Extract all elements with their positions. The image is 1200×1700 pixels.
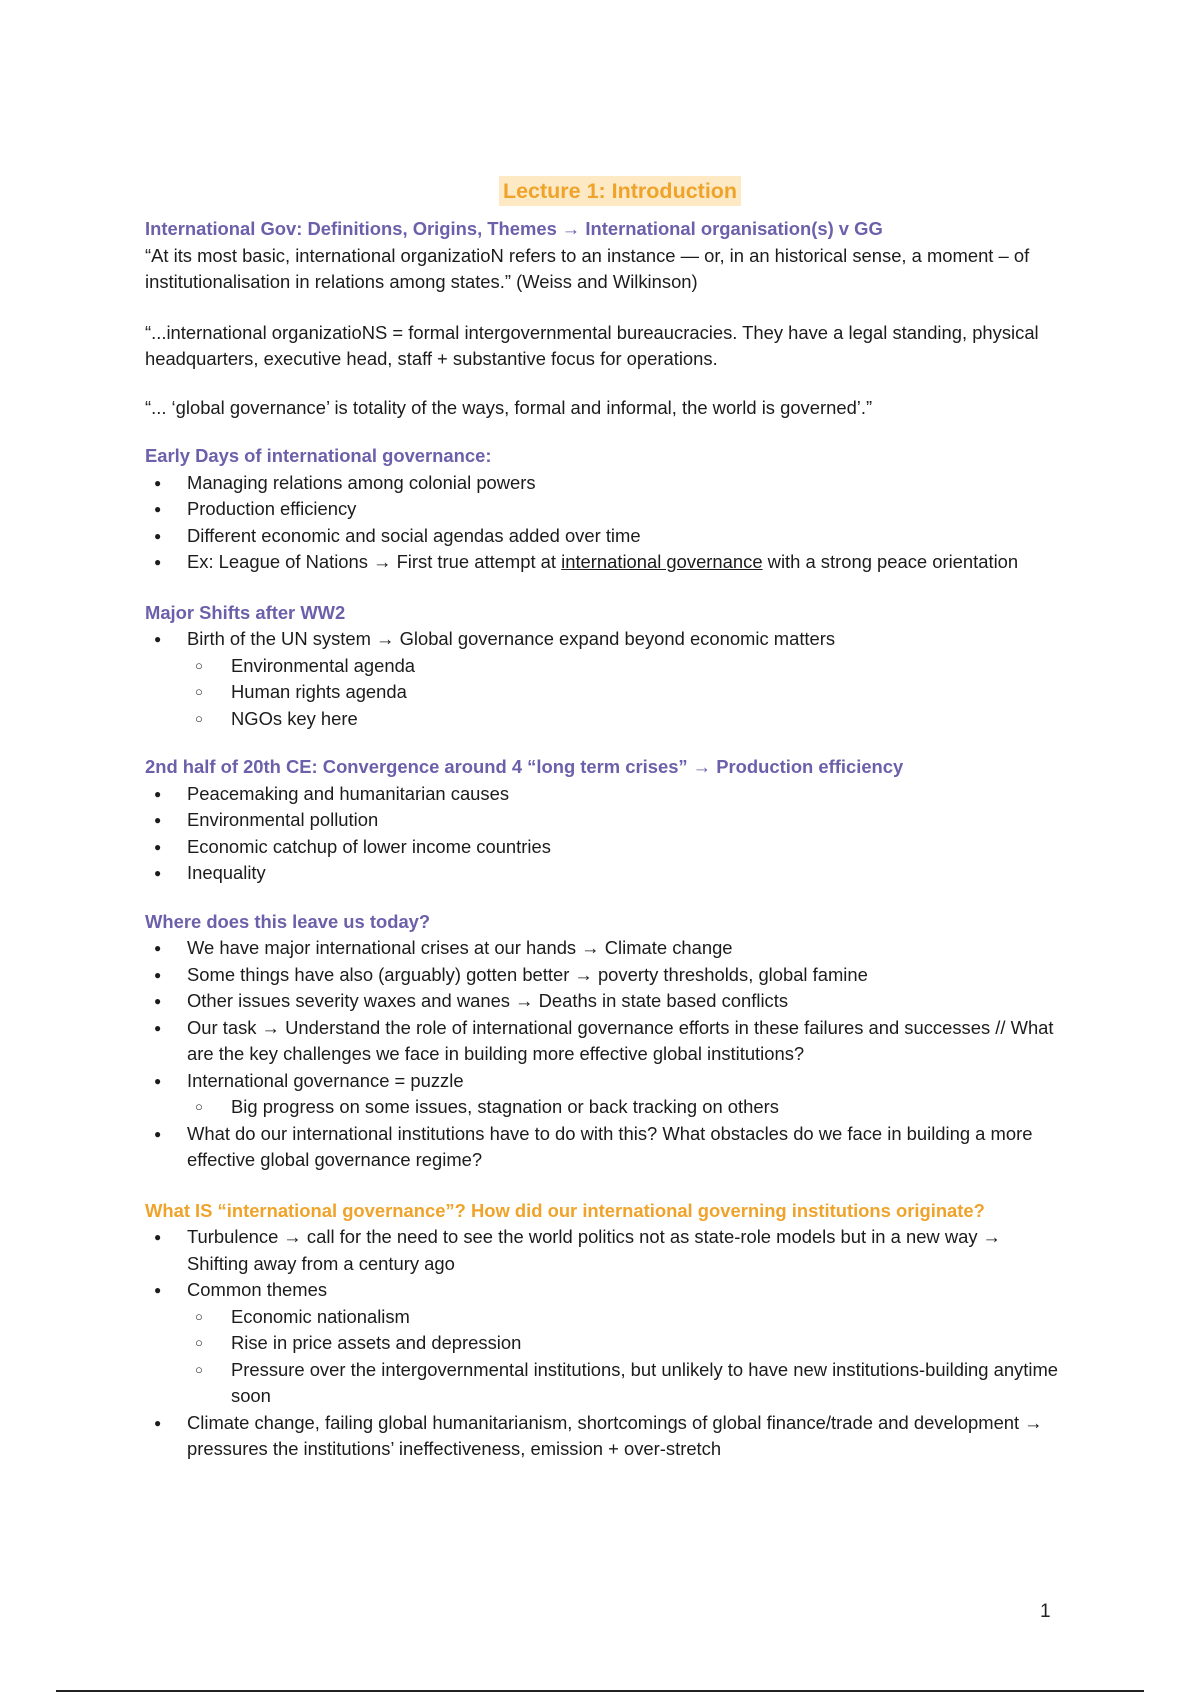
major-shifts-list [145, 626, 1065, 653]
sub-list-item: ○ Environmental agenda [145, 653, 1065, 680]
list-item: ● Some things have also (arguably) gotten better → poverty thresholds, global famine [145, 962, 1065, 989]
sub-list-item: ○ Pressure over the intergovernmental institutions, but unlikely to have new institutions-building anytime soon [145, 1357, 1065, 1410]
quote-organizations: “...international organizatioNS = formal intergovernmental bureaucracies. They have a legal standing, physical headquarters, executive head, staff + substantive focus for operations. [145, 321, 1039, 369]
page-number: 1 [1040, 1601, 1051, 1622]
list-item: ● Other issues severity waxes and wanes → Deaths in state based conflicts [145, 988, 1065, 1015]
list-item: ● Production efficiency [145, 496, 1065, 523]
quote-weiss-wilkinson: “At its most basic, international organizatioN refers to an instance — or, in an historical sense, a moment – of institutionalisation in relations among states.” (Weiss and Wilkinson) [145, 244, 1030, 292]
underlined-term: international governance [561, 551, 763, 572]
league-text-post: with a strong peace orientation [762, 551, 1019, 572]
page-title: Lecture 1: Introduction [499, 176, 741, 206]
list-item: ● Different economic and social agendas added over time [145, 523, 1065, 550]
document-page [145, 176, 1065, 1463]
major-shifts-sublist [145, 653, 1065, 733]
today-list [145, 935, 1065, 1094]
list-item: ● We have major international crises at our hands → Climate change [145, 935, 1065, 962]
list-item: ● What do our international institutions have to do with this? What obstacles do we face in building a more effective global governance regime? [145, 1121, 1065, 1174]
section-heading-second-half: 2nd half of 20th CE: Convergence around 4 “long term crises” → Production efficiency [145, 756, 904, 777]
section-heading-today: Where does this leave us today? [145, 910, 431, 932]
list-item: ● International governance = puzzle [145, 1068, 1065, 1095]
list-item: ● Climate change, failing global humanitarianism, shortcomings of global finance/trade and development → pressures the institutions’ ineffectiveness, emission + over-stretch [145, 1410, 1065, 1463]
list-item: ● Economic catchup of lower income countries [145, 834, 1065, 861]
list-item: ● Our task → Understand the role of international governance efforts in these failures and successes // What are the key challenges we face in building more effective global institutions? [145, 1015, 1065, 1068]
list-item: ● Inequality [145, 860, 1065, 887]
today-list-end [145, 1121, 1065, 1174]
today-sublist [145, 1094, 1065, 1121]
what-is-list [145, 1224, 1065, 1304]
list-item: ● Common themes [145, 1277, 1065, 1304]
list-item: ● Peacemaking and humanitarian causes [145, 781, 1065, 808]
crises-list [145, 781, 1065, 887]
section-heading-definitions: International Gov: Definitions, Origins, Themes → International organisation(s) v GG [145, 218, 883, 239]
list-item [145, 549, 1065, 576]
sub-list-item: ○ Big progress on some issues, stagnation or back tracking on others [145, 1094, 1065, 1121]
section-heading-major-shifts: Major Shifts after WW2 [145, 601, 346, 623]
sub-list-item: ○ Rise in price assets and depression [145, 1330, 1065, 1357]
list-item: ● Managing relations among colonial powers [145, 470, 1065, 497]
sub-list-item: ○ NGOs key here [145, 706, 1065, 733]
section-heading-early-days: Early Days of international governance: [145, 445, 492, 466]
sub-list-item: ○ Human rights agenda [145, 679, 1065, 706]
league-text-pre: Ex: League of Nations → First true attempt at [187, 551, 562, 572]
what-is-list-end [145, 1410, 1065, 1463]
early-days-list [145, 470, 1065, 576]
list-item: ● Birth of the UN system → Global governance expand beyond economic matters [145, 626, 1065, 653]
page-bottom-rule [56, 1690, 1144, 1692]
section-heading-what-is: What IS “international governance”? How did our international governing institutions originate? [145, 1199, 985, 1221]
sub-list-item: ○ Economic nationalism [145, 1304, 1065, 1331]
common-themes-sublist [145, 1304, 1065, 1410]
quote-global-governance: “... ‘global governance’ is totality of the ways, formal and informal, the world is governed’.” [145, 396, 873, 418]
list-item: ● Turbulence → call for the need to see the world politics not as state-role models but in a new way → Shifting away from a century ago [145, 1224, 1065, 1277]
list-item: ● Environmental pollution [145, 807, 1065, 834]
